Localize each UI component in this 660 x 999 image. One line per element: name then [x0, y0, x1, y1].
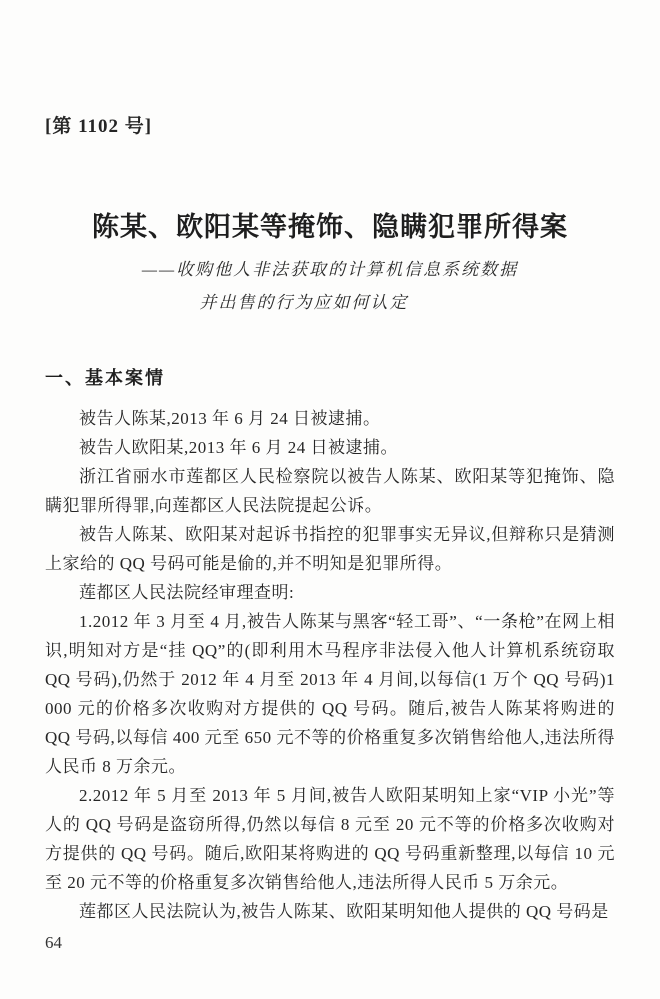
- paragraph-fact-1-chen: 1.2012 年 3 月至 4 月,被告人陈某与黑客“轻工哥”、“一条枪”在网上相识,明知对方是“挂 QQ”的(即利用木马程序非法侵入他人计算机系统窃取 QQ 号码),仍然于 2012 年 4 月至 2013 年 4 月间,以每信(1 万个 QQ 号码)1 000 元的价格多次收购对方提供的 QQ 号码。随后,被告人陈某将购进的 QQ 号码,以每信 400 元至 650 元不等的价格重复多次销售给他人,违法所得人民币 8 万余元。: [45, 612, 615, 776]
- case-subtitle-line1: ——收购他人非法获取的计算机信息系统数据: [141, 260, 519, 279]
- body-paragraphs: [45, 404, 615, 926]
- paragraph-court-findings-intro: 莲都区人民法院经审理查明:: [79, 583, 295, 602]
- case-title: 陈某、欧阳某等掩饰、隐瞒犯罪所得案: [92, 212, 568, 242]
- case-subtitle-line2: 并出售的行为应如何认定: [199, 293, 409, 312]
- paragraph-defense-claim: 被告人陈某、欧阳某对起诉书指控的犯罪事实无异议,但辩称只是猜测上家给的 QQ 号码可能是偷的,并不明知是犯罪所得。: [45, 525, 615, 573]
- page-number: 64: [45, 933, 62, 952]
- paragraph-defendant-ouyang-arrest: 被告人欧阳某,2013 年 6 月 24 日被逮捕。: [79, 438, 398, 457]
- paragraph-prosecution: 浙江省丽水市莲都区人民检察院以被告人陈某、欧阳某等犯掩饰、隐瞒犯罪所得罪,向莲都区人民法院提起公诉。: [45, 467, 615, 515]
- case-number: [第 1102 号]: [45, 116, 153, 137]
- paragraph-defendant-chen-arrest: 被告人陈某,2013 年 6 月 24 日被逮捕。: [79, 409, 381, 428]
- section-heading-basic-facts: 一、基本案情: [45, 368, 165, 388]
- paragraph-fact-2-ouyang: 2.2012 年 5 月至 2013 年 5 月间,被告人欧阳某明知上家“VIP 小光”等人的 QQ 号码是盗窃所得,仍然以每信 8 元至 20 元不等的价格多次收购对方提供的 QQ 号码。随后,欧阳某将购进的 QQ 号码重新整理,以每信 10 元至 20 元不等的价格重复多次销售给他人,违法所得人民币 5 万余元。: [45, 786, 615, 892]
- paragraph-court-opinion-start: 莲都区人民法院认为,被告人陈某、欧阳某明知他人提供的 QQ 号码是: [79, 902, 609, 921]
